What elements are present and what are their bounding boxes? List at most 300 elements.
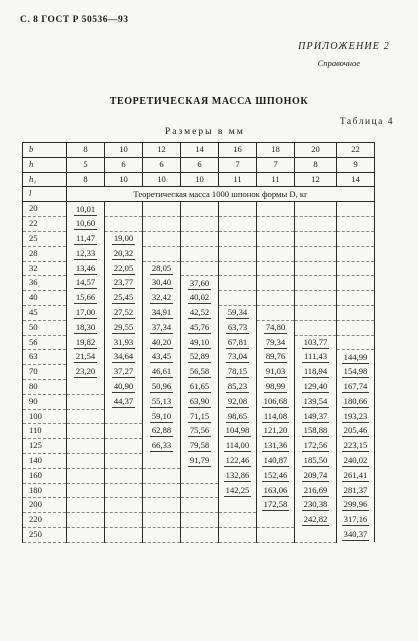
header-cell: 9 (337, 157, 375, 172)
mass-cell (105, 379, 143, 394)
empty-cell (181, 527, 219, 542)
mass-value: 45,76 (189, 321, 210, 332)
header-row-label: b (23, 143, 67, 158)
empty-cell (143, 453, 181, 468)
mass-value: 129,40 (303, 380, 328, 391)
empty-cell (143, 527, 181, 542)
mass-cell (143, 409, 181, 424)
mass-value: 22,05 (113, 262, 134, 273)
table-row (23, 365, 375, 380)
table-row (23, 439, 375, 454)
sub-header-caption: Теоретическая масса 1000 шпонок формы D, кг (67, 187, 375, 202)
row-length: 200 (23, 498, 67, 513)
table-row (23, 335, 375, 350)
mass-cell (257, 350, 295, 365)
empty-cell (257, 276, 295, 291)
mass-cell (337, 365, 375, 380)
empty-cell (337, 231, 375, 246)
header-row (23, 172, 375, 187)
row-length: 25 (23, 231, 67, 246)
empty-cell (219, 498, 257, 513)
table-row (23, 246, 375, 261)
empty-cell (257, 261, 295, 276)
table-row (23, 394, 375, 409)
row-length: 63 (23, 350, 67, 365)
mass-value: 158,88 (303, 425, 328, 436)
mass-cell (181, 350, 219, 365)
appendix-title: ПРИЛОЖЕНИЕ 2 (298, 41, 390, 52)
empty-cell (257, 305, 295, 320)
table-row (23, 513, 375, 528)
empty-cell (219, 202, 257, 217)
mass-value: 19,82 (75, 336, 96, 347)
mass-value: 23,20 (75, 366, 96, 377)
mass-cell (257, 320, 295, 335)
mass-value: 121,20 (263, 425, 288, 436)
mass-value: 106,68 (263, 395, 288, 406)
mass-value: 185,50 (303, 454, 328, 465)
mass-value: 104,98 (225, 425, 250, 436)
header-cell: 12 (143, 143, 181, 158)
empty-cell (295, 231, 337, 246)
table-row (23, 409, 375, 424)
header-row-label: h (23, 157, 67, 172)
empty-cell (105, 527, 143, 542)
empty-cell (67, 394, 105, 409)
mass-cell (219, 439, 257, 454)
mass-value: 25,45 (113, 292, 134, 303)
mass-cell (67, 276, 105, 291)
mass-cell (67, 291, 105, 306)
mass-value: 193,23 (343, 410, 368, 421)
mass-value: 98,99 (265, 380, 286, 391)
mass-cell (295, 335, 337, 350)
empty-cell (67, 439, 105, 454)
table-row (23, 276, 375, 291)
appendix-note: Справочное (317, 58, 360, 68)
header-cell: 11 (219, 172, 257, 187)
mass-value: 85,23 (227, 380, 248, 391)
mass-value: 49,10 (189, 336, 210, 347)
empty-cell (105, 498, 143, 513)
empty-cell (295, 320, 337, 335)
row-length: 28 (23, 246, 67, 261)
mass-value: 61,65 (189, 380, 210, 391)
mass-cell (337, 483, 375, 498)
mass-value: 118,94 (303, 366, 328, 377)
mass-value: 55,13 (151, 395, 172, 406)
mass-value: 132,86 (225, 469, 250, 480)
mass-cell (257, 409, 295, 424)
empty-cell (219, 527, 257, 542)
mass-cell (67, 231, 105, 246)
mass-value: 114,00 (225, 440, 250, 451)
empty-cell (67, 453, 105, 468)
empty-cell (67, 498, 105, 513)
mass-cell (219, 379, 257, 394)
mass-value: 139,54 (303, 395, 328, 406)
mass-cell (181, 365, 219, 380)
empty-cell (181, 202, 219, 217)
header-cell: 8 (67, 143, 105, 158)
mass-cell (257, 439, 295, 454)
mass-value: 46,61 (151, 366, 172, 377)
table-row (23, 231, 375, 246)
empty-cell (295, 527, 337, 542)
mass-cell (337, 439, 375, 454)
row-length: 110 (23, 424, 67, 439)
row-length: 125 (23, 439, 67, 454)
mass-value: 37,27 (113, 366, 134, 377)
header-cell: 14 (181, 143, 219, 158)
mass-cell (337, 394, 375, 409)
mass-value: 66,33 (151, 440, 172, 451)
mass-table (22, 142, 375, 543)
row-length: 70 (23, 365, 67, 380)
mass-cell (67, 261, 105, 276)
mass-value: 59,34 (227, 307, 248, 318)
empty-cell (67, 379, 105, 394)
mass-cell (143, 291, 181, 306)
mass-value: 89,76 (265, 351, 286, 362)
empty-cell (105, 439, 143, 454)
mass-value: 44,37 (113, 395, 134, 406)
empty-cell (295, 276, 337, 291)
empty-cell (105, 409, 143, 424)
header-cell: 5 (67, 157, 105, 172)
mass-value: 28,05 (151, 262, 172, 273)
row-length: 180 (23, 483, 67, 498)
mass-value: 240,02 (343, 454, 368, 465)
mass-cell (181, 335, 219, 350)
mass-value: 91,03 (265, 366, 286, 377)
mass-value: 32,42 (151, 292, 172, 303)
mass-cell (219, 453, 257, 468)
empty-cell (337, 217, 375, 232)
table-row (23, 217, 375, 232)
empty-cell (105, 468, 143, 483)
mass-cell (337, 527, 375, 542)
table-row (23, 379, 375, 394)
empty-cell (219, 261, 257, 276)
mass-value: 27,52 (113, 306, 134, 317)
mass-cell (67, 320, 105, 335)
mass-cell (105, 320, 143, 335)
empty-cell (105, 453, 143, 468)
table-body (23, 202, 375, 542)
mass-cell (181, 305, 219, 320)
header-cell: 6 (181, 157, 219, 172)
mass-cell (143, 261, 181, 276)
mass-value: 111,43 (304, 351, 327, 362)
mass-cell (105, 394, 143, 409)
empty-cell (67, 483, 105, 498)
mass-value: 15,66 (75, 292, 96, 303)
mass-cell (67, 246, 105, 261)
row-length: 100 (23, 409, 67, 424)
mass-value: 79,34 (265, 336, 286, 347)
mass-value: 11,47 (75, 232, 96, 243)
mass-value: 140,87 (263, 454, 288, 465)
mass-value: 17,00 (75, 306, 96, 317)
mass-cell (143, 276, 181, 291)
header-cell: 6 (143, 157, 181, 172)
mass-cell (219, 350, 257, 365)
mass-cell (181, 424, 219, 439)
mass-value: 122,46 (225, 454, 250, 465)
mass-cell (337, 453, 375, 468)
mass-value: 299,96 (343, 499, 368, 510)
mass-value: 209,74 (303, 469, 328, 480)
mass-cell (67, 365, 105, 380)
mass-cell (257, 335, 295, 350)
mass-cell (105, 350, 143, 365)
empty-cell (219, 513, 257, 528)
table-row (23, 498, 375, 513)
mass-cell (295, 424, 337, 439)
row-length: 160 (23, 468, 67, 483)
mass-value: 63,73 (227, 321, 248, 332)
header-cell: 8 (67, 172, 105, 187)
mass-cell (143, 439, 181, 454)
empty-cell (67, 527, 105, 542)
mass-cell (143, 320, 181, 335)
mass-cell (143, 365, 181, 380)
empty-cell (257, 291, 295, 306)
mass-cell (337, 513, 375, 528)
empty-cell (143, 231, 181, 246)
mass-value: 56,58 (189, 366, 210, 377)
mass-value: 52,89 (189, 351, 210, 362)
mass-cell (295, 468, 337, 483)
empty-cell (257, 246, 295, 261)
mass-value: 40,90 (113, 380, 134, 391)
mass-cell (295, 409, 337, 424)
mass-value: 172,56 (303, 440, 328, 451)
mass-cell (295, 379, 337, 394)
row-length: 140 (23, 453, 67, 468)
empty-cell (181, 483, 219, 498)
mass-value: 79,58 (189, 440, 210, 451)
mass-cell (219, 468, 257, 483)
mass-cell (67, 217, 105, 232)
mass-cell (257, 498, 295, 513)
row-length: 220 (23, 513, 67, 528)
mass-value: 19,00 (113, 233, 134, 244)
document-title: ТЕОРЕТИЧЕСКАЯ МАССА ШПОНОК (109, 96, 309, 107)
empty-cell (105, 513, 143, 528)
empty-cell (219, 276, 257, 291)
header-cell: 20 (295, 143, 337, 158)
mass-value: 40,02 (189, 292, 210, 303)
table-row (23, 291, 375, 306)
header-cell: 10 (181, 172, 219, 187)
empty-cell (337, 291, 375, 306)
row-length: 40 (23, 291, 67, 306)
table-row (23, 320, 375, 335)
mass-cell (257, 379, 295, 394)
header-cell: 7 (257, 157, 295, 172)
mass-cell (105, 261, 143, 276)
table-row (23, 305, 375, 320)
mass-cell (257, 468, 295, 483)
mass-cell (181, 320, 219, 335)
empty-cell (105, 217, 143, 232)
empty-cell (257, 217, 295, 232)
empty-cell (181, 498, 219, 513)
mass-value: 43,45 (151, 351, 172, 362)
mass-value: 230,38 (303, 499, 328, 510)
mass-cell (105, 291, 143, 306)
mass-value: 103,77 (303, 336, 328, 347)
mass-cell (219, 409, 257, 424)
mass-value: 172,58 (263, 499, 288, 510)
mass-value: 144,99 (343, 351, 368, 362)
dimensions-label: Размеры в мм (165, 127, 245, 137)
mass-cell (219, 483, 257, 498)
empty-cell (181, 246, 219, 261)
mass-value: 281,37 (343, 484, 368, 495)
empty-cell (143, 513, 181, 528)
mass-cell (337, 498, 375, 513)
mass-cell (181, 291, 219, 306)
mass-cell (295, 365, 337, 380)
mass-value: 216,69 (303, 484, 328, 495)
table-row (23, 483, 375, 498)
header-cell: 11 (257, 172, 295, 187)
empty-cell (143, 498, 181, 513)
empty-cell (295, 246, 337, 261)
mass-cell (143, 379, 181, 394)
mass-value: 163,06 (263, 484, 288, 495)
mass-value: 205,46 (343, 425, 368, 436)
mass-cell (181, 394, 219, 409)
table-row (23, 261, 375, 276)
mass-value: 98,65 (227, 410, 248, 421)
mass-value: 34,91 (151, 306, 172, 317)
row-length: 80 (23, 379, 67, 394)
sub-header-row (23, 187, 375, 202)
mass-value: 50,96 (151, 380, 172, 391)
mass-cell (337, 409, 375, 424)
mass-value: 29,55 (113, 321, 134, 332)
mass-value: 92,08 (227, 395, 248, 406)
mass-value: 14,57 (75, 277, 96, 288)
mass-cell (219, 424, 257, 439)
mass-value: 63,90 (189, 395, 210, 406)
empty-cell (295, 305, 337, 320)
mass-value: 167,74 (343, 380, 368, 391)
table-row (23, 468, 375, 483)
mass-cell (105, 305, 143, 320)
mass-cell (219, 365, 257, 380)
empty-cell (105, 202, 143, 217)
empty-cell (181, 513, 219, 528)
empty-cell (337, 320, 375, 335)
mass-cell (219, 320, 257, 335)
mass-cell (257, 483, 295, 498)
empty-cell (181, 261, 219, 276)
mass-value: 152,46 (263, 469, 288, 480)
mass-cell (105, 335, 143, 350)
header-cell: 14 (337, 172, 375, 187)
mass-value: 21,54 (75, 351, 96, 362)
mass-cell (143, 394, 181, 409)
empty-cell (337, 276, 375, 291)
row-length: 22 (23, 217, 67, 232)
mass-cell (257, 365, 295, 380)
row-length: 50 (23, 320, 67, 335)
header-cell: 7 (219, 157, 257, 172)
mass-value: 12,33 (75, 247, 96, 258)
table-row (23, 350, 375, 365)
empty-cell (181, 231, 219, 246)
row-length: 20 (23, 202, 67, 217)
header-cell: 18 (257, 143, 295, 158)
mass-value: 317,16 (343, 514, 368, 525)
mass-value: 223,15 (343, 440, 368, 451)
mass-value: 42,52 (189, 306, 210, 317)
mass-cell (257, 453, 295, 468)
mass-value: 23,77 (113, 277, 134, 288)
header-row-label: h₁ (23, 172, 67, 187)
table-header (23, 143, 375, 202)
mass-cell (219, 335, 257, 350)
mass-cell (105, 231, 143, 246)
table-row (23, 202, 375, 217)
empty-cell (219, 246, 257, 261)
mass-value: 30,40 (151, 277, 172, 288)
empty-cell (181, 468, 219, 483)
mass-cell (219, 305, 257, 320)
mass-value: 34,64 (113, 351, 134, 362)
mass-value: 67,81 (227, 336, 248, 347)
empty-cell (143, 468, 181, 483)
mass-cell (143, 335, 181, 350)
mass-cell (67, 305, 105, 320)
empty-cell (295, 291, 337, 306)
header-cell: 16 (219, 143, 257, 158)
header-row (23, 143, 375, 158)
mass-cell (181, 453, 219, 468)
mass-value: 261,41 (343, 469, 368, 480)
mass-value: 114,08 (263, 410, 288, 421)
row-length: 56 (23, 335, 67, 350)
mass-value: 10,60 (75, 218, 96, 229)
row-length: 90 (23, 394, 67, 409)
table-row (23, 424, 375, 439)
empty-cell (337, 261, 375, 276)
mass-value: 37,34 (151, 321, 172, 332)
empty-cell (143, 202, 181, 217)
mass-value: 40,20 (151, 336, 172, 347)
mass-value: 18,30 (75, 321, 96, 332)
table-row (23, 527, 375, 542)
mass-cell (295, 453, 337, 468)
empty-cell (219, 291, 257, 306)
row-length: 36 (23, 276, 67, 291)
mass-cell (295, 394, 337, 409)
empty-cell (257, 231, 295, 246)
mass-cell (181, 276, 219, 291)
empty-cell (67, 513, 105, 528)
empty-cell (67, 424, 105, 439)
mass-value: 131,36 (263, 440, 288, 451)
mass-cell (257, 424, 295, 439)
empty-cell (337, 246, 375, 261)
mass-cell (337, 379, 375, 394)
mass-value: 31,93 (113, 336, 134, 347)
